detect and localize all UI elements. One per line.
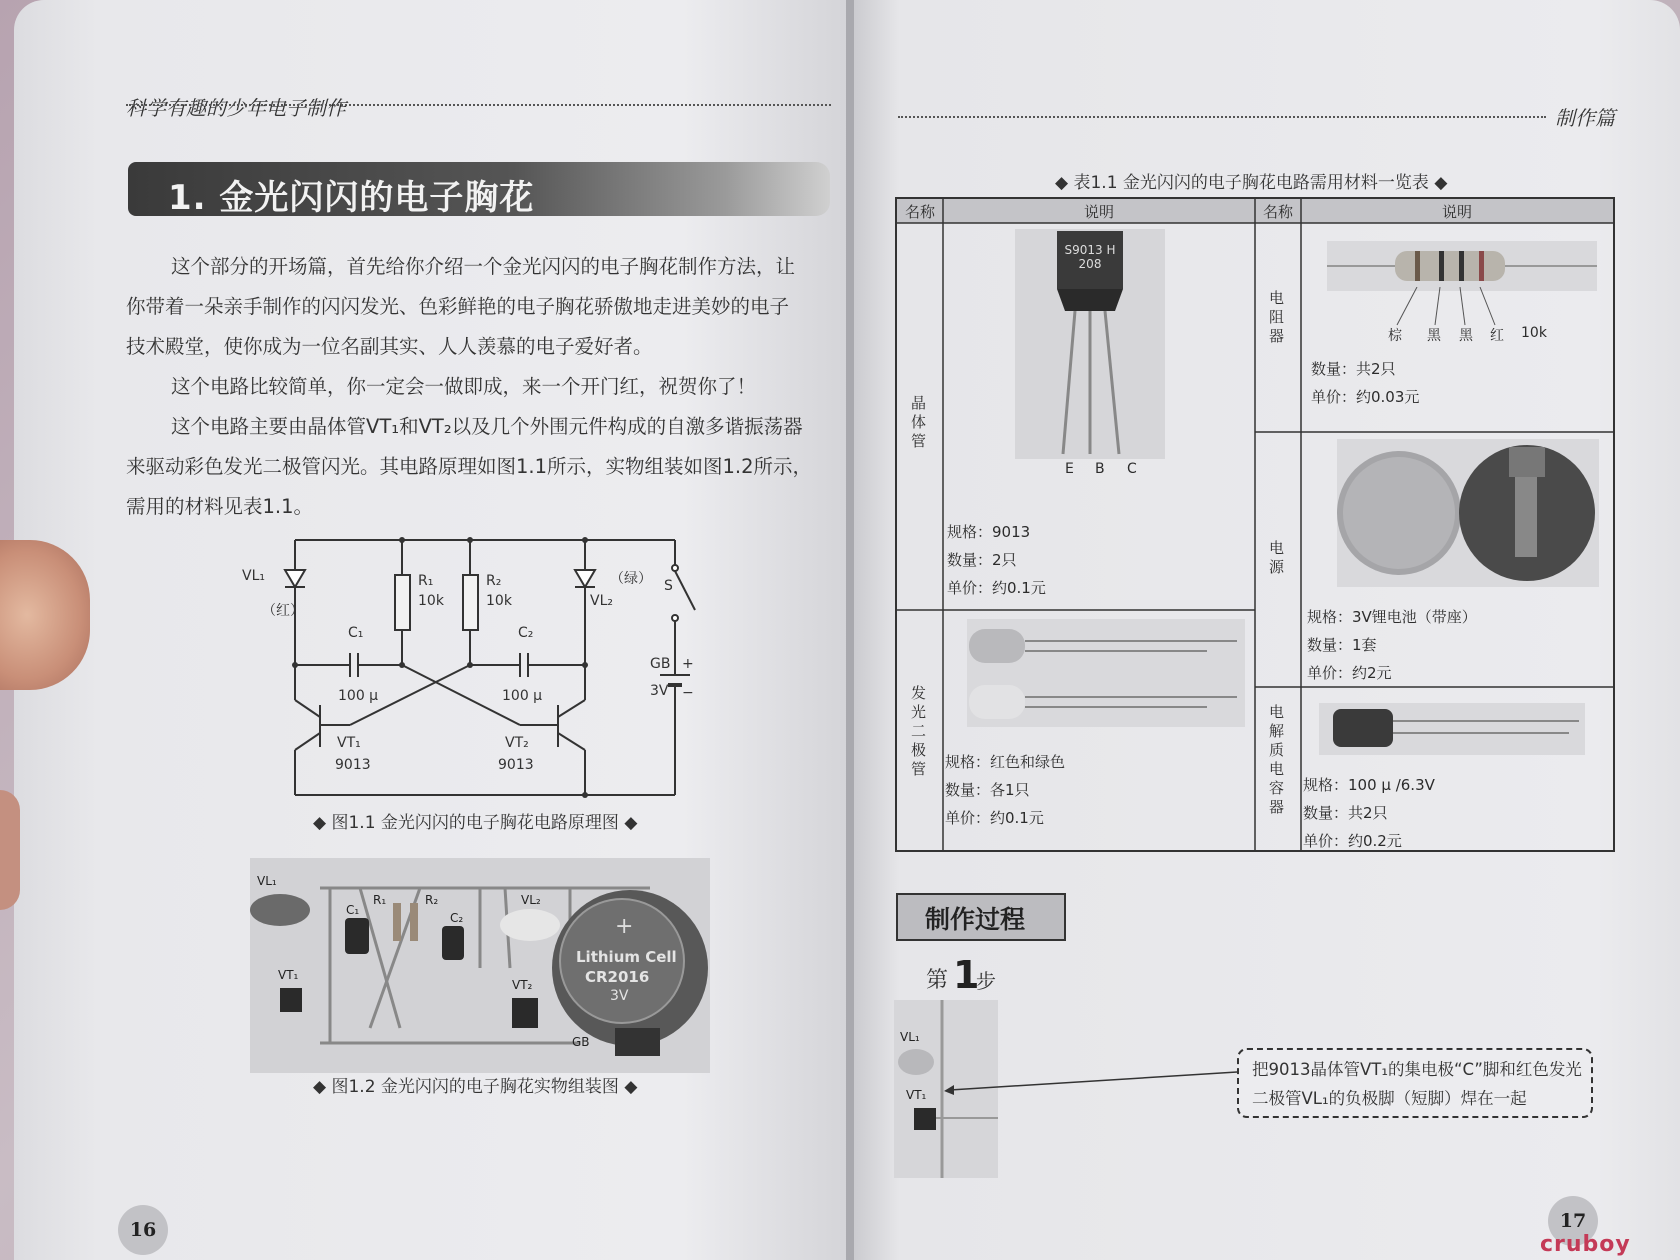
assembly-photo [250,858,710,1073]
qty-line: 数量：共2只 [1303,804,1388,822]
item-name-transistor: 晶体管 [911,394,927,450]
label-c1-value: 100 μ [338,688,379,704]
section-title: 制作过程 [925,905,1026,934]
label-switch: S [664,578,673,594]
power-details [1307,603,1477,687]
step-prefix: 第 [926,968,949,993]
price-line: 单价：约0.1元 [947,579,1046,597]
band-2: 黑 [1427,328,1441,344]
resistor-photo [1327,241,1597,291]
led-details [945,748,1065,832]
step-label-vl1: VL₁ [900,1030,920,1044]
price-line: 单价：约0.2元 [1303,832,1402,850]
callout-arrow [940,1060,1240,1100]
paragraph-line: 这个电路主要由晶体管VT₁和VT₂以及几个外围元件构成的自激多谐振荡器 [171,415,803,438]
capacitor-details [1303,771,1435,855]
assembly-label-c2: C₂ [450,911,464,925]
watermark: cruboy [1540,1232,1631,1257]
page-number-left: 16 [118,1205,168,1255]
item-name-led: 发光二极管 [911,684,927,778]
spec-line: 规格：9013 [947,523,1031,541]
label-c2: C₂ [518,625,534,641]
header-desc: 说明 [1083,203,1114,221]
assembly-label-vl1: VL₁ [257,874,277,888]
band-3: 黑 [1459,328,1473,344]
paragraph-line: 技术殿堂，使你成为一位名副其实、人人羡慕的电子爱好者。 [126,335,653,358]
cell-model: CR2016 [585,968,650,986]
qty-line: 数量：共2只 [1311,360,1396,378]
label-vt2-model: 9013 [498,757,534,773]
finger-edge [0,790,20,910]
transistor-photo [1015,229,1165,459]
label-vt1-model: 9013 [335,757,371,773]
pin-e: E [1065,461,1074,477]
spec-line: 规格：红色和绿色 [945,753,1066,771]
label-r2: R₂ [486,573,502,589]
paragraph-line: 来驱动彩色发光二极管闪光。其电路原理如图1.1所示，实物组装如图1.2所示， [126,455,813,478]
label-vt2: VT₂ [505,735,529,751]
spec-line: 规格：100 μ /6.3V [1303,776,1435,794]
label-vl2-color: （绿） [610,571,652,587]
item-name-resistor: 电阻器 [1269,289,1285,345]
pin-c: C [1127,461,1137,477]
assembly-label-r2: R₂ [425,893,439,907]
qty-line: 数量：各1只 [945,781,1030,799]
price-line: 单价：约0.1元 [945,809,1044,827]
led-photo [967,619,1245,727]
label-c1: C₁ [348,625,364,641]
figure-2-caption: ◆ 图1.2 金光闪闪的电子胸花实物组装图 ◆ [313,1077,638,1097]
spec-line: 规格：3V锂电池（带座） [1307,608,1477,626]
transistor-details [947,518,1046,602]
paragraph-line: 这个部分的开场篇，首先给你介绍一个金光闪闪的电子胸花制作方法，让 [171,255,796,278]
callout-text: 把9013晶体管VT₁的集电极“C”脚和红色发光二极管VL₁的负极脚（短脚）焊在一起 [1252,1060,1582,1108]
running-title-left: 科学有趣的少年电子制作 [126,96,346,120]
label-vl1: VL₁ [242,568,265,584]
paragraph-line: 你带着一朵亲手制作的闪闪发光、色彩鲜艳的电子胸花骄傲地走进美妙的电子 [126,295,790,318]
assembly-label-vt2: VT₂ [512,978,533,992]
battery-photo [1337,439,1599,587]
cell-brand: Lithium Cell [576,948,677,966]
capacitor-photo [1319,703,1585,755]
running-rule-right [898,116,1546,118]
chapter-title: 1. 金光闪闪的电子胸花 [168,178,535,218]
band-1: 棕 [1388,328,1402,344]
assembly-label-r1: R₁ [373,893,387,907]
transistor-marking: S9013 H 208 [1064,243,1116,271]
price-line: 单价：约0.03元 [1311,388,1420,406]
cell-voltage: 3V [610,988,629,1004]
materials-table [895,197,1615,852]
qty-line: 数量：2只 [947,551,1017,569]
assembly-label-gb: GB [572,1035,590,1049]
book-spine [846,0,854,1260]
paragraph-line: 需用的材料见表1.1。 [126,495,314,518]
label-r2-value: 10k [486,593,512,609]
label-vl2: VL₂ [590,593,613,609]
label-r1-value: 10k [418,593,444,609]
figure-1-caption: ◆ 图1.1 金光闪闪的电子胸花电路原理图 ◆ [313,813,638,833]
cell-plus: + [615,914,634,939]
header-desc: 说明 [1441,203,1472,221]
band-value: 10k [1521,325,1547,341]
band-4: 红 [1490,328,1504,344]
header-name: 名称 [1262,203,1293,221]
label-battery: GB [650,656,671,672]
step-number: 1 [953,953,980,997]
running-rule-left [126,104,831,106]
qty-line: 数量：1套 [1307,636,1377,654]
label-vt1: VT₁ [337,735,361,751]
label-c2-value: 100 μ [502,688,543,704]
label-minus: − [682,685,694,701]
table-title: ◆ 表1.1 金光闪闪的电子胸花电路需用材料一览表 ◆ [1055,173,1448,193]
pin-b: B [1095,461,1105,477]
label-battery-voltage: 3V [650,683,669,699]
step-label-vt1: VT₁ [906,1088,927,1102]
header-name: 名称 [904,203,935,221]
step-suffix: 步 [976,969,996,993]
thumb [0,540,90,690]
price-line: 单价：约2元 [1307,664,1392,682]
resistor-details [1311,355,1419,411]
label-plus: + [682,656,694,672]
label-r1: R₁ [418,573,434,589]
page-number-right: 17 [1548,1196,1598,1246]
assembly-label-vt1: VT₁ [278,968,299,982]
item-name-capacitor: 电解质电容器 [1269,703,1285,816]
item-name-power: 电源 [1269,539,1285,576]
paragraph-line: 这个电路比较简单，你一定会一做即成，来一个开门红，祝贺你了！ [171,375,757,398]
running-title-right: 制作篇 [1555,106,1615,130]
circuit-schematic [240,525,720,805]
assembly-label-c1: C₁ [346,903,360,917]
assembly-label-vl2: VL₂ [521,893,541,907]
label-vl1-color: （红） [262,603,304,619]
